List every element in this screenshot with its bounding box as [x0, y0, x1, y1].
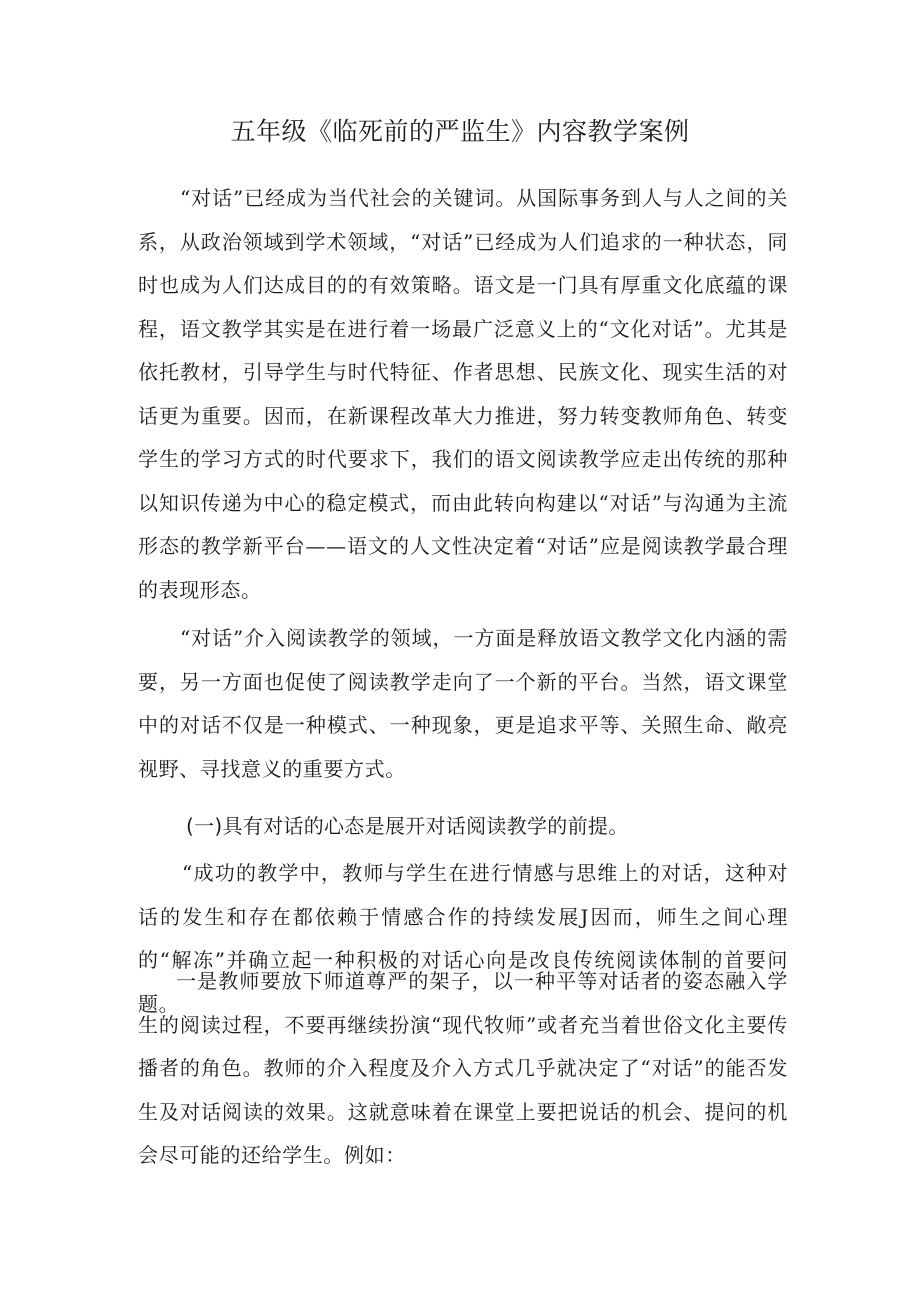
paragraph-teacher-role: 一是教师要放下师道尊严的架子，以一种平等对话者的姿态融入学生的阅读过程，不要再继续扮演“现代牧师”或者充当着世俗文化主要传播者的角色。教师的介入程度及介入方式几乎就决定了“对话”的能否发生及对话阅读的效果。这就意味着在课堂上要把说话的机会、提问的机会尽可能的还给学生。例如： — [138, 969, 788, 1167]
section-heading: (一)具有对话的心态是展开对话阅读教学的前提。 — [186, 814, 629, 838]
document-title: 五年级《临死前的严监生》内容教学案例 — [230, 117, 690, 146]
paragraph-dialogue-keyword: “对话”已经成为当代社会的关键词。从国际事务到人与人之间的关系，从政治领域到学术领域，“对话”已经成为人们追求的一种状态，同时也成为人们达成目的的有效策略。语文是一门具有厚重文化底蕴的课程，语文教学其实是在进行着一场最广泛意义上的“文化对话”。尤其是依托教材，引导学生与时代特征、作者思想、民族文化、现实生活的对话更为重要。因而，在新课程改革大力推进，努力转变教师角色、转变学生的学习方式的时代要求下，我们的语文阅读教学应走出传统的那种以知识传递为中心的稳定模式，而由此转向构建以“对话”与沟通为主流形态的教学新平台——语文的人文性决定着“对话”应是阅读教学最合理的表现形态。 — [138, 186, 788, 602]
paragraph-successful-teaching: “成功的教学中，教师与学生在进行情感与思维上的对话，这种对话的发生和存在都依赖于情感合作的持续发展J因而，师生之间心理的“解冻”并确立起一种积极的对话心向是改良传统阅读体制的首要问题。 — [138, 861, 788, 1016]
paragraph-dialogue-reading: “对话”介入阅读教学的领域，一方面是释放语文教学文化内涵的需要，另一方面也促使了阅读教学走向了一个新的平台。当然，语文课堂中的对话不仅是一种模式、一种现象，更是追求平等、关照生命、敞亮视野、寻找意义的重要方式。 — [138, 626, 788, 781]
